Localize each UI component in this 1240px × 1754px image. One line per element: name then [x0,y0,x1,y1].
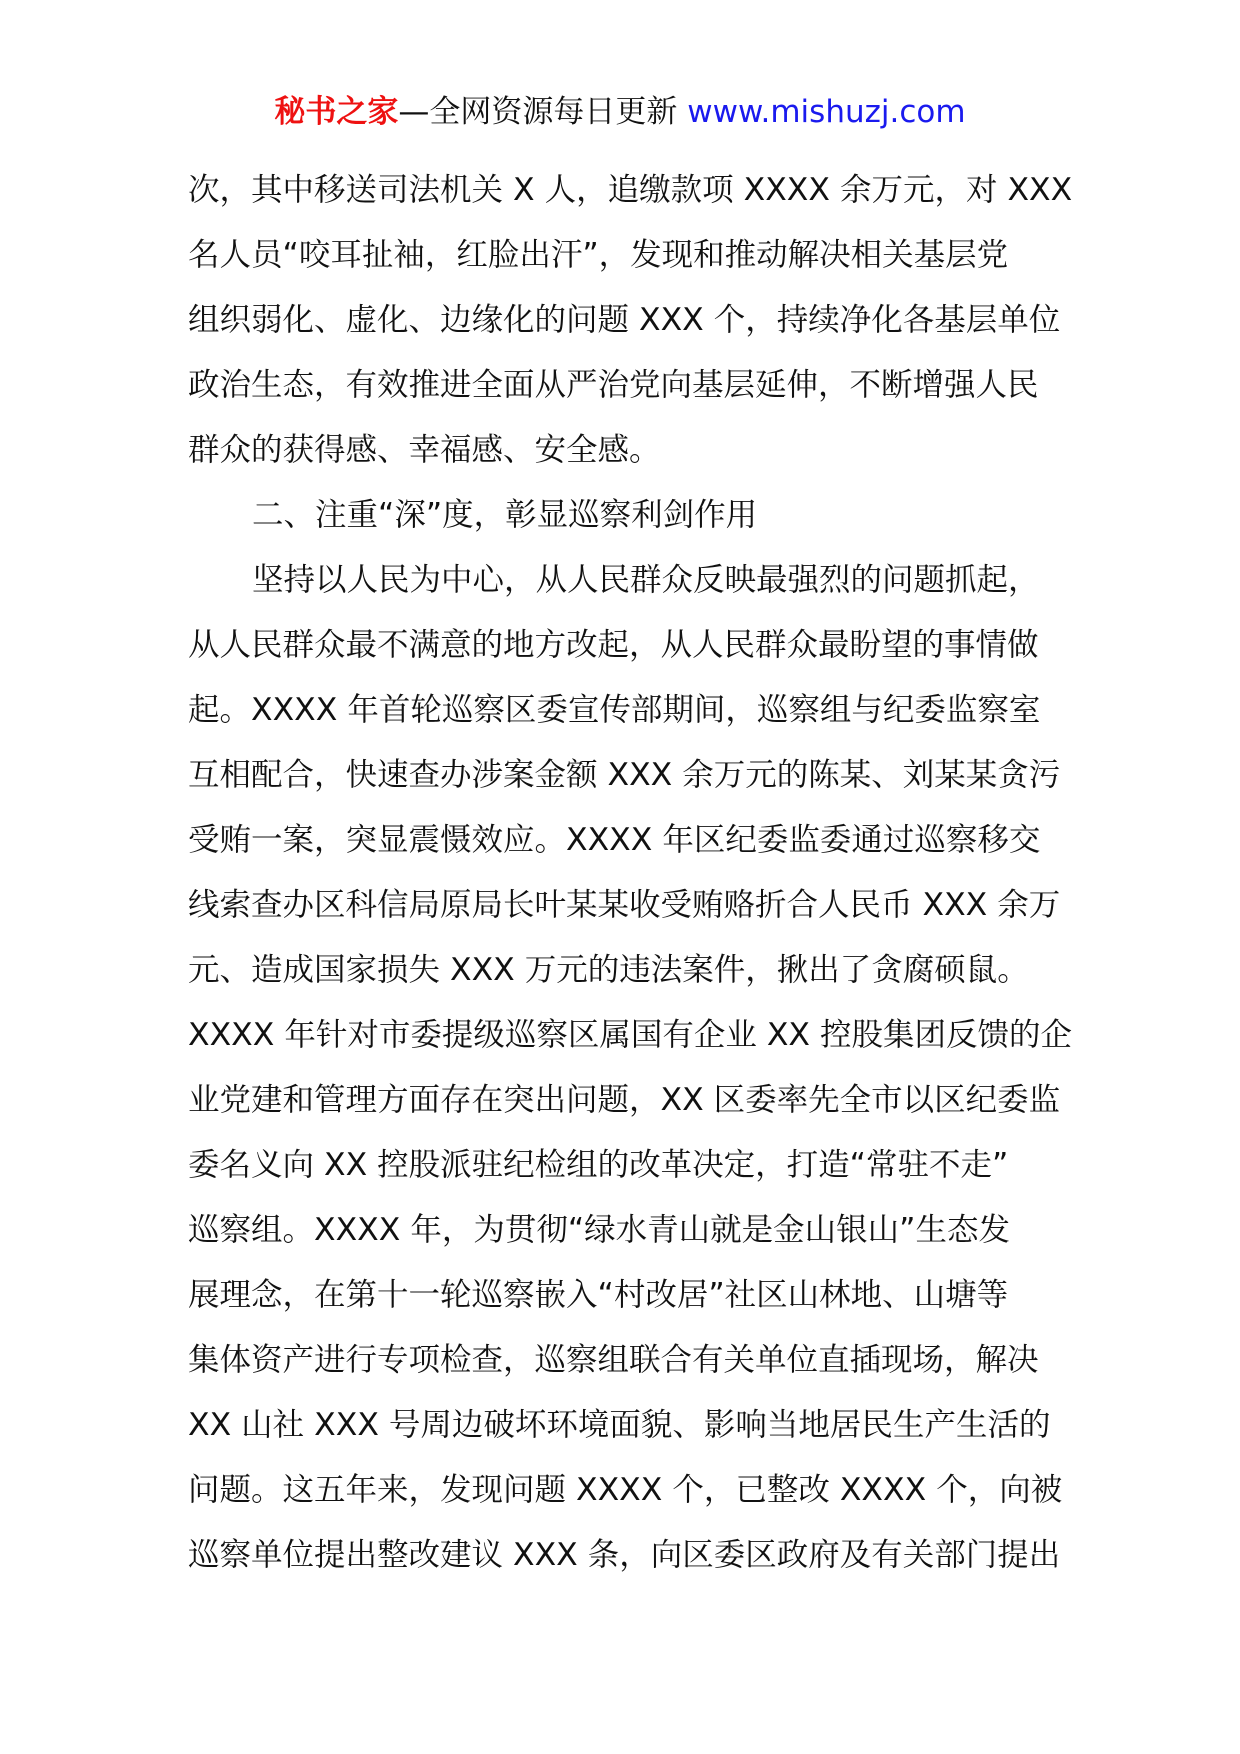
text-line: 展理念，在第十一轮巡察嵌入“村改居”社区山林地、山塘等 [188,1277,1009,1313]
text-line: 起。XXXX 年首轮巡察区委宣传部期间，巡察组与纪委监察室 [188,692,1041,728]
text-line: 问题。这五年来，发现问题 XXXX 个，已整改 XXXX 个，向被 [188,1472,1063,1508]
document-body [188,158,1073,1588]
text-line: 集体资产进行专项检查，巡察组联合有关单位直插现场，解决 [188,1342,1039,1378]
site-url: www.mishuzj.com [687,94,966,130]
text-line: XXXX 年针对市委提级巡察区属国有企业 XX 控股集团反馈的企 [188,1017,1073,1053]
text-line: 受贿一案，突显震慑效应。XXXX 年区纪委监委通过巡察移交 [188,822,1041,858]
text-line: XX 山社 XXX 号周边破坏环境面貌、影响当地居民生产生活的 [188,1407,1051,1443]
text-line: 次，其中移送司法机关 X 人，追缴款项 XXXX 余万元，对 XXX [188,172,1073,208]
header-tagline: —全网资源每日更新 [398,94,688,130]
text-line: 政治生态，有效推进全面从严治党向基层延伸，不断增强人民 [188,367,1039,403]
text-line: 巡察单位提出整改建议 XXX 条，向区委区政府及有关部门提出 [188,1537,1061,1573]
page-header [0,92,1240,132]
text-line: 委名义向 XX 控股派驻纪检组的改革决定，打造“常驻不走” [188,1147,1009,1183]
text-line: 群众的获得感、幸福感、安全感。 [188,432,661,468]
text-line: 巡察组。XXXX 年，为贯彻“绿水青山就是金山银山”生态发 [188,1212,1010,1248]
text-line: 名人员“咬耳扯袖，红脸出汗”，发现和推动解决相关基层党 [188,237,1009,273]
brand-name: 秘书之家 [274,94,399,130]
text-line: 业党建和管理方面存在突出问题，XX 区委率先全市以区纪委监 [188,1082,1061,1118]
text-line: 线索查办区科信局原局长叶某某收受贿赂折合人民币 XXX 余万 [188,887,1061,923]
text-line: 互相配合，快速查办涉案金额 XXX 余万元的陈某、刘某某贪污 [188,757,1061,793]
text-line: 元、造成国家损失 XXX 万元的违法案件，揪出了贪腐硕鼠。 [188,952,1029,988]
text-line: 坚持以人民为中心，从人民群众反映最强烈的问题抓起， [252,562,1040,598]
text-line: 组织弱化、虚化、边缘化的问题 XXX 个，持续净化各基层单位 [188,302,1061,338]
text-line: 从人民群众最不满意的地方改起，从人民群众最盼望的事情做 [188,627,1039,663]
section-heading: 二、注重“深”度，彰显巡察利剑作用 [252,497,758,533]
